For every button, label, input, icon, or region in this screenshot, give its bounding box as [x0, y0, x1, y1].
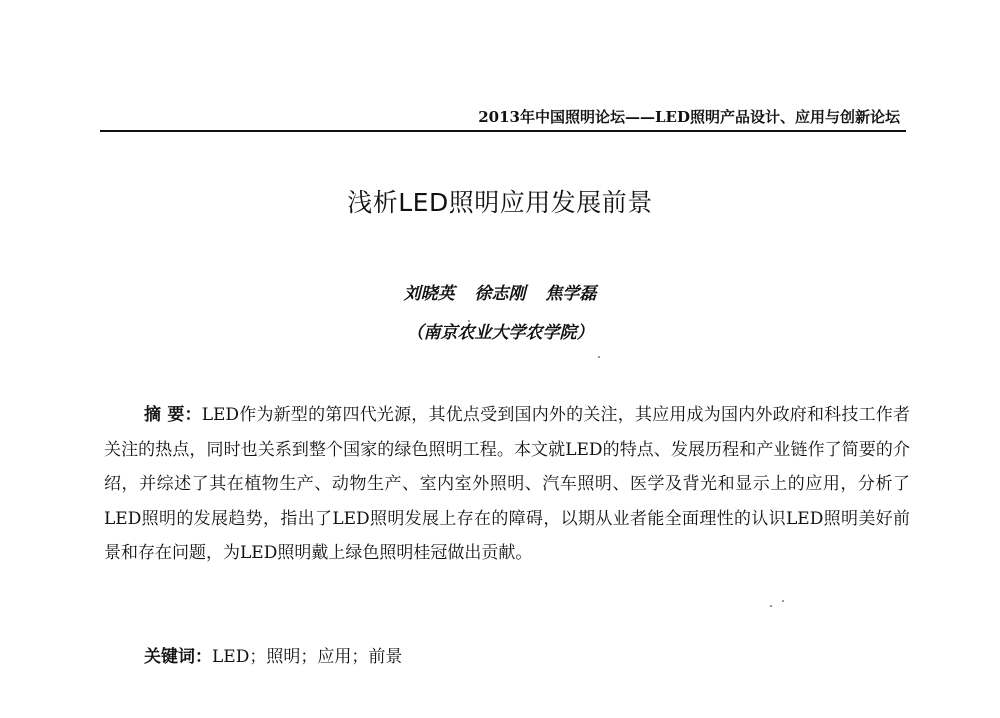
author-affiliation: （南京农业大学农学院） — [406, 323, 594, 343]
abstract-label: 摘 要： — [144, 405, 202, 425]
keywords-text: LED；照明；应用；前景 — [212, 647, 403, 667]
author-list: 刘晓英 徐志刚 焦学磊 — [403, 284, 597, 304]
keywords-label: 关键词： — [144, 647, 212, 667]
keywords-line — [144, 642, 402, 667]
scan-speck — [782, 600, 784, 602]
abstract-paragraph — [104, 398, 910, 571]
paper-title: 浅析LED照明应用发展前景 — [347, 188, 653, 217]
running-header — [100, 104, 906, 132]
scan-speck — [770, 605, 772, 607]
running-header-text: 2013年中国照明论坛——LED照明产品设计、应用与创新论坛 — [478, 108, 900, 126]
scan-speck — [598, 356, 600, 358]
abstract-text: LED作为新型的第四代光源，其优点受到国内外的关注，其应用成为国内外政府和科技工作者关注的热点，同时也关系到整个国家的绿色照明工程。本文就LED的特点、发展历程和产业链作了简要的介绍，并综述了其在植物生产、动物生产、室内室外照明、汽车照明、医学及背光和显示上的应用，分析了LED照明的发展趋势，指出了LED照明发展上存在的障碍，以期从业者能全面理性的认识LED照明美好前景和存在问题，为LED照明戴上绿色照明桂冠做出贡献。 — [104, 405, 910, 563]
scan-speck — [468, 320, 470, 322]
